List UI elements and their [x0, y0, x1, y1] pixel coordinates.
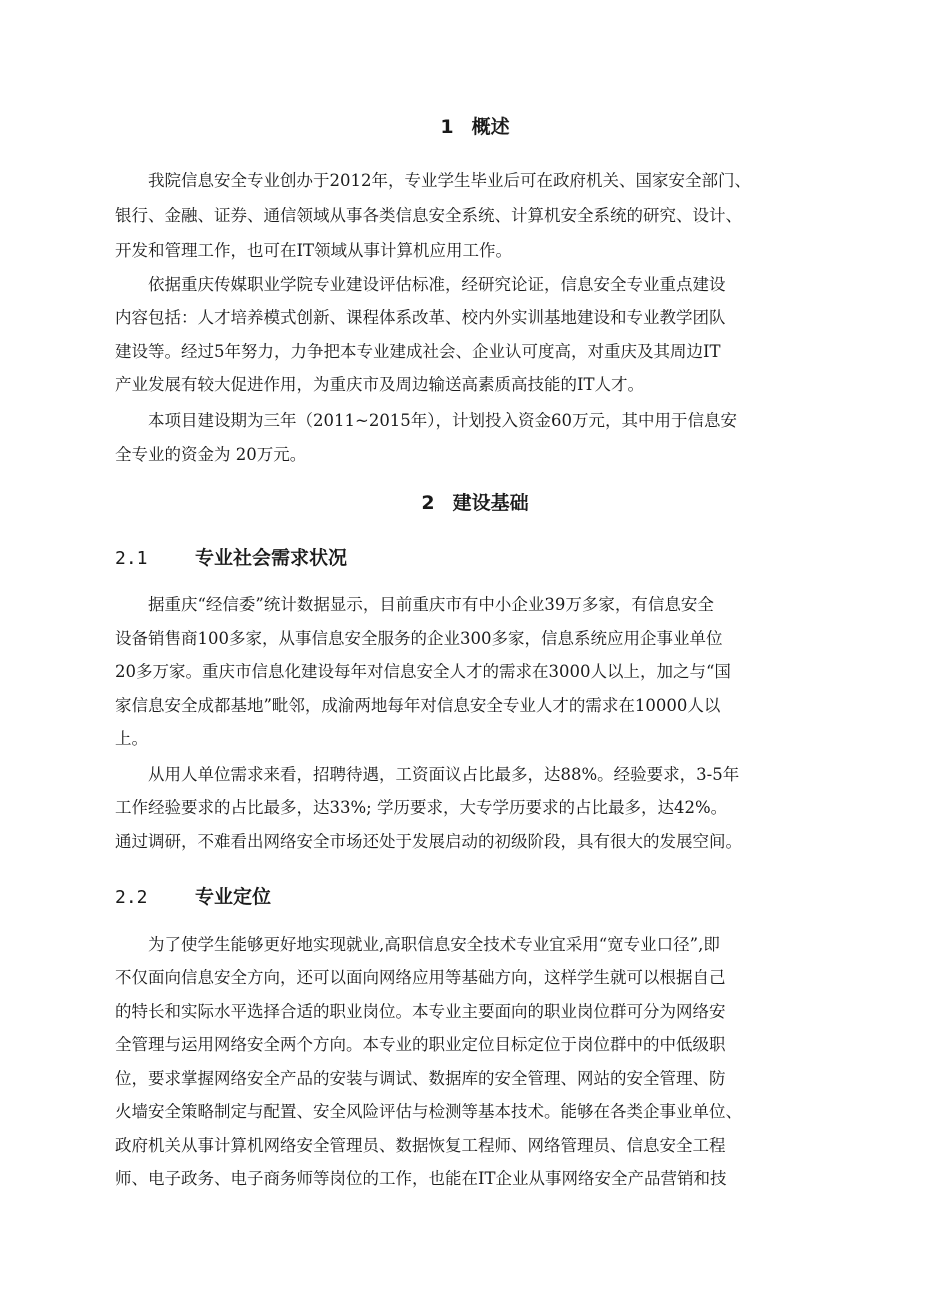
text-line: 火墙安全策略制定与配置、安全风险评估与检测等基本技术。能够在各类企事业单位、	[115, 1102, 742, 1121]
text-line: 家信息安全成都基地”毗邻，成渝两地每年对信息安全专业人才的需求在10000人以	[115, 696, 721, 715]
section-number: 2	[421, 492, 435, 514]
section-heading-1	[0, 113, 950, 141]
text-line: 全管理与运用网络安全两个方向。本专业的职业定位目标定位于岗位群中的中低级职	[115, 1035, 726, 1054]
section-title: 建设基础	[452, 492, 529, 514]
subsection-number: 2.2	[115, 887, 148, 908]
text-line: 的特长和实际水平选择合适的职业岗位。本专业主要面向的职业岗位群可分为网络安	[115, 1002, 726, 1021]
subsection-heading-2-1	[115, 544, 347, 573]
text-line: 本项目建设期为三年（2011~2015年），计划投入资金60万元，其中用于信息安	[148, 411, 738, 430]
section-title: 概述	[471, 116, 510, 138]
text-line: 为了使学生能够更好地实现就业,高职信息安全技术专业宜采用“宽专业口径”,即	[148, 935, 720, 954]
text-line: 建设等。经过5年努力，力争把本专业建成社会、企业认可度高，对重庆及其周边IT	[115, 342, 721, 361]
text-line: 全专业的资金为 20万元。	[115, 445, 307, 464]
text-line: 工作经验要求的占比最多，达33%; 学历要求，大专学历要求的占比最多，达42%。	[115, 798, 728, 817]
section-number: 1	[440, 116, 454, 138]
text-line: 开发和管理工作，也可在IT领域从事计算机应用工作。	[115, 241, 513, 260]
text-line: 师、电子政务、电子商务师等岗位的工作，也能在IT企业从事网络安全产品营销和技	[115, 1169, 727, 1188]
text-line: 20多万家。重庆市信息化建设每年对信息安全人才的需求在3000人以上，加之与“国	[115, 662, 731, 681]
text-line: 依据重庆传媒职业学院专业建设评估标准，经研究论证，信息安全专业重点建设	[148, 275, 726, 294]
text-line: 设备销售商100多家，从事信息安全服务的企业300多家，信息系统应用企事业单位	[115, 629, 723, 648]
text-line: 我院信息安全专业创办于2012年，专业学生毕业后可在政府机关、国家安全部门、	[148, 171, 751, 190]
text-line: 不仅面向信息安全方向，还可以面向网络应用等基础方向，这样学生就可以根据自己	[115, 968, 726, 987]
text-line: 据重庆“经信委”统计数据显示，目前重庆市有中小企业39万多家，有信息安全	[148, 595, 714, 614]
subsection-heading-2-2	[115, 883, 271, 912]
text-line: 从用人单位需求来看，招聘待遇，工资面议占比最多，达88%。经验要求，3-5年	[148, 765, 740, 784]
text-line: 内容包括：人才培养模式创新、课程体系改革、校内外实训基地建设和专业教学团队	[115, 308, 726, 327]
text-line: 产业发展有较大促进作用，为重庆市及周边输送高素质高技能的IT人才。	[115, 375, 645, 394]
subsection-number: 2.1	[115, 548, 148, 569]
text-line: 银行、金融、证券、通信领域从事各类信息安全系统、计算机安全系统的研究、设计、	[115, 206, 742, 225]
section-heading-2	[0, 489, 950, 517]
subsection-title: 专业社会需求状况	[195, 547, 348, 569]
text-line: 上。	[115, 729, 148, 748]
text-line: 政府机关从事计算机网络安全管理员、数据恢复工程师、网络管理员、信息安全工程	[115, 1136, 726, 1155]
text-line: 通过调研，不难看出网络安全市场还处于发展启动的初级阶段，具有很大的发展空间。	[115, 832, 742, 851]
text-line: 位，要求掌握网络安全产品的安装与调试、数据库的安全管理、网站的安全管理、防	[115, 1069, 726, 1088]
subsection-title: 专业定位	[195, 886, 272, 908]
